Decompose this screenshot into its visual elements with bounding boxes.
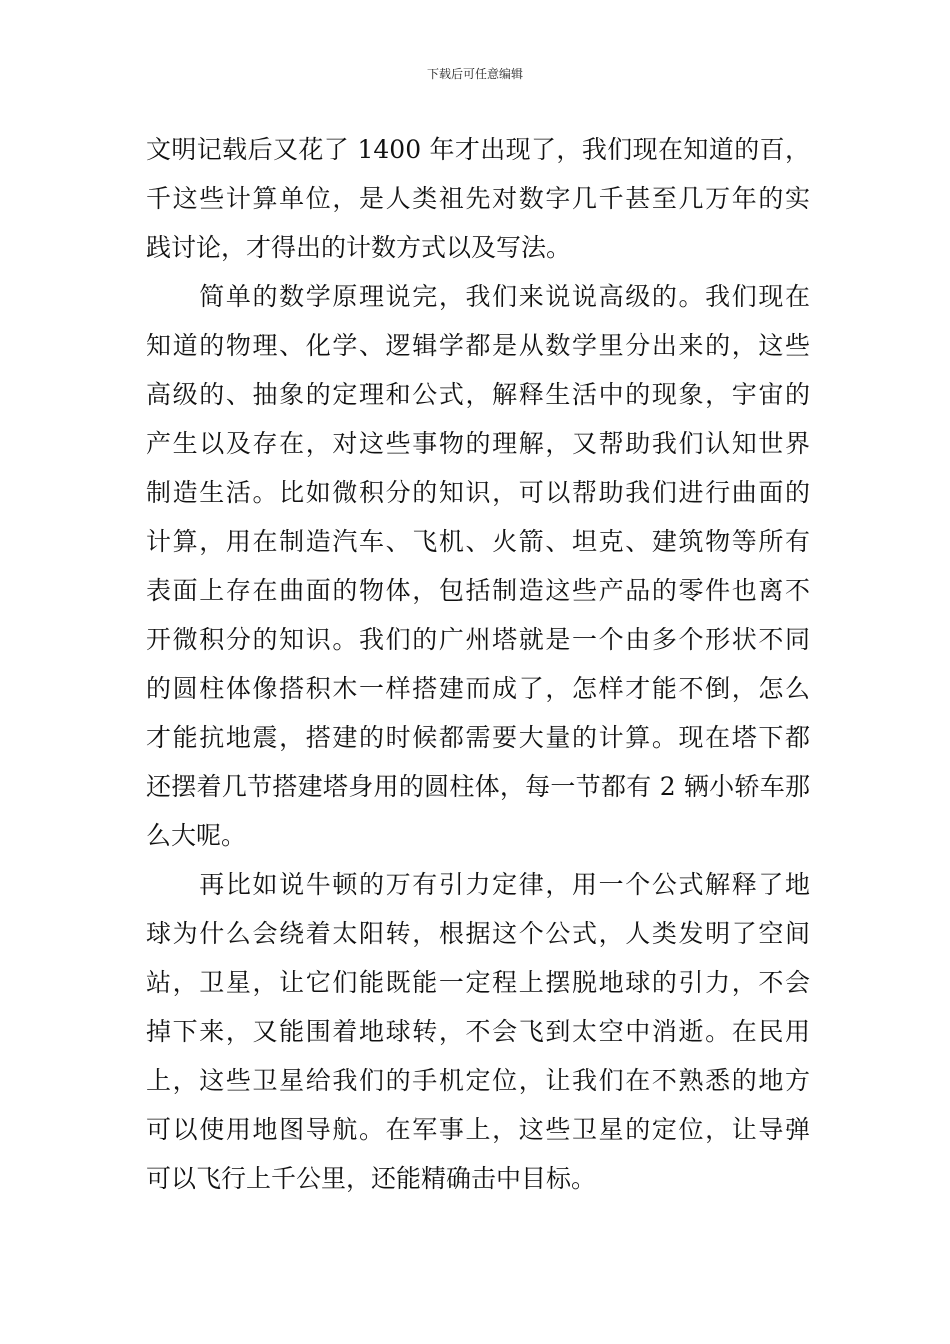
text-line: 掉下来，又能围着地球转，不会飞到太空中消逝。在民用 — [146, 1017, 810, 1046]
text-line: 知道的物理、化学、逻辑学都是从数学里分出来的，这些 — [146, 331, 810, 360]
text-line: 再比如说牛顿的万有引力定律，用一个公式解释了地 — [146, 870, 810, 899]
text-line: 高级的、抽象的定理和公式，解释生活中的现象，宇宙的 — [146, 380, 810, 409]
text-line: 站，卫星，让它们能既能一定程上摆脱地球的引力，不会 — [146, 968, 810, 997]
text-line: 可以飞行上千公里，还能精确击中目标。 — [146, 1164, 597, 1193]
text-line: 才能抗地震，搭建的时候都需要大量的计算。现在塔下都 — [146, 723, 810, 752]
body-text — [146, 125, 810, 1203]
text-line: 可以使用地图导航。在军事上，这些卫星的定位，让导弹 — [146, 1115, 810, 1144]
text-line: 文明记载后又花了 1400 年才出现了，我们现在知道的百， — [146, 135, 810, 164]
text-line: 上，这些卫星给我们的手机定位，让我们在不熟悉的地方 — [146, 1066, 810, 1095]
text-line: 的圆柱体像搭积木一样搭建而成了，怎样才能不倒，怎么 — [146, 674, 810, 703]
text-line: 还摆着几节搭建塔身用的圆柱体，每一节都有 2 辆小轿车那 — [146, 772, 810, 801]
text-line: 简单的数学原理说完，我们来说说高级的。我们现在 — [146, 282, 810, 311]
text-line: 计算，用在制造汽车、飞机、火箭、坦克、建筑物等所有 — [146, 527, 810, 556]
text-line: 千这些计算单位，是人类祖先对数字几千甚至几万年的实 — [146, 184, 810, 213]
text-line: 球为什么会绕着太阳转，根据这个公式，人类发明了空间 — [146, 919, 810, 948]
text-line: 表面上存在曲面的物体，包括制造这些产品的零件也离不 — [146, 576, 810, 605]
text-line: 制造生活。比如微积分的知识，可以帮助我们进行曲面的 — [146, 478, 810, 507]
text-line: 么大呢。 — [146, 821, 247, 850]
text-line: 开微积分的知识。我们的广州塔就是一个由多个形状不同 — [146, 625, 810, 654]
text-line: 产生以及存在，对这些事物的理解，又帮助我们认知世界 — [146, 429, 810, 458]
page-header: 下载后可任意编辑 — [426, 67, 523, 81]
text-line: 践讨论，才得出的计数方式以及写法。 — [146, 233, 572, 262]
